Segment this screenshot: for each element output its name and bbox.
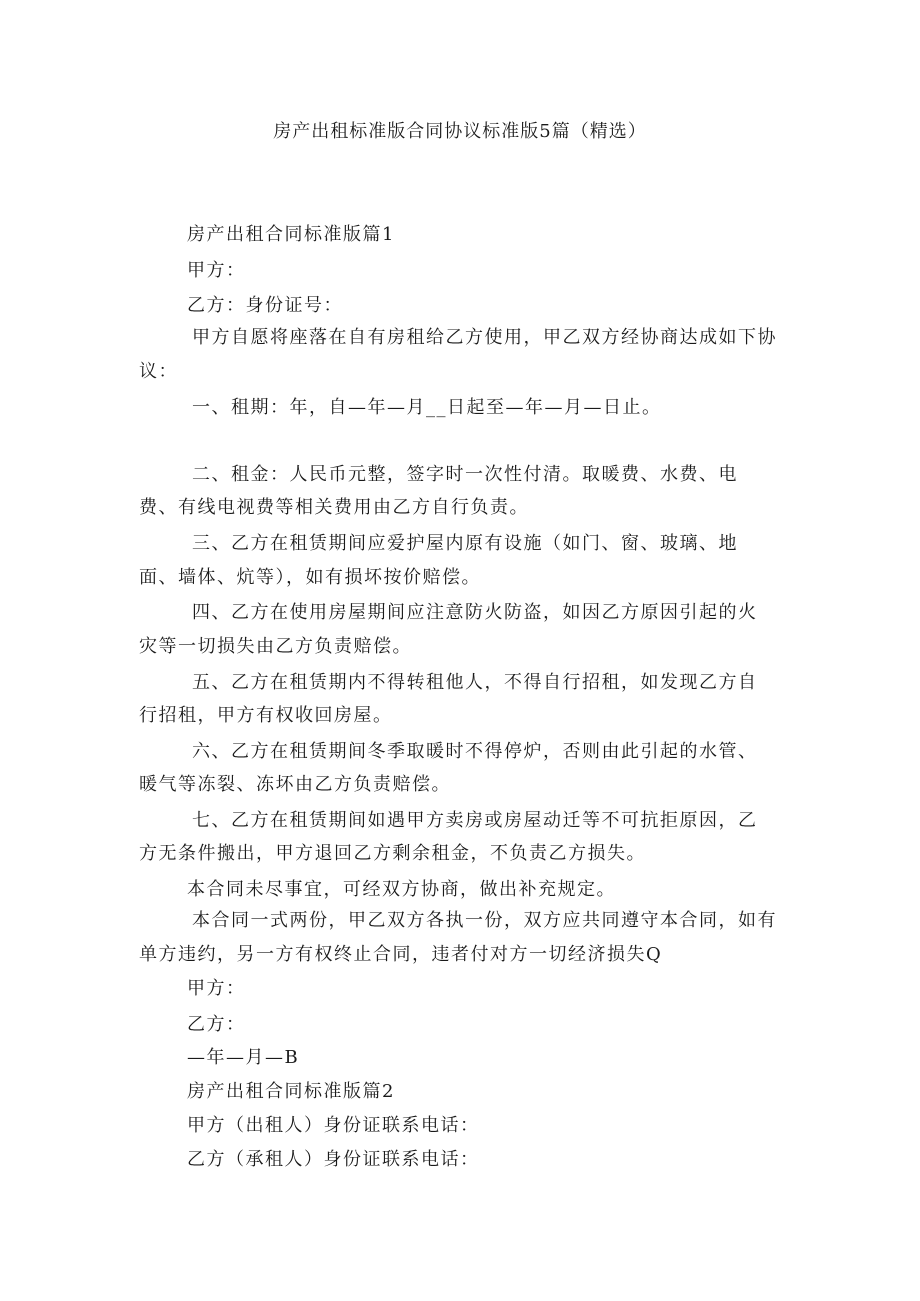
clause-7-line-1: 七、乙方在租赁期间如遇甲方卖房或房屋动迁等不可抗拒原因，乙 — [192, 810, 758, 831]
clause-7-line-2: 方无条件搬出，甲方退回乙方剩余租金，不负责乙方损失。 — [139, 843, 646, 864]
party-b-id-label: 乙方：身份证号： — [187, 295, 343, 316]
section-heading-2: 房产出租合同标准版篇2 — [187, 1081, 395, 1102]
clause-4-line-2: 灾等一切损失由乙方负责赔偿。 — [139, 636, 412, 657]
clause-5-line-2: 行招租，甲方有权收回房屋。 — [139, 705, 393, 726]
copies-clause-line-2: 单方违约，另一方有权终止合同，违者付对方一切经济损失Q — [139, 944, 663, 965]
intro-paragraph-line-2: 议： — [139, 361, 178, 382]
clause-6-line-1: 六、乙方在租赁期间冬季取暖时不得停炉，否则由此引起的水管、 — [192, 741, 758, 762]
clause-3-line-2: 面、墙体、炕等），如有损坏按价赔偿。 — [139, 567, 481, 588]
clause-4-line-1: 四、乙方在使用房屋期间应注意防火防盗，如因乙方原因引起的火 — [192, 602, 758, 623]
clause-3-line-1: 三、乙方在租赁期间应爱护屋内原有设施（如门、窗、玻璃、地 — [192, 533, 738, 554]
copies-clause-line-1: 本合同一式两份，甲乙双方各执一份，双方应共同遵守本合同，如有 — [192, 910, 777, 931]
lessee-info: 乙方（承租人）身份证联系电话： — [187, 1149, 480, 1170]
clause-2-line-1: 二、租金：人民币元整，签字时一次性付清。取暖费、水费、电 — [192, 464, 738, 485]
document-title: 房产出租标准版合同协议标准版5篇（精选） — [273, 121, 647, 142]
clause-2-line-2: 费、有线电视费等相关费用由乙方自行负责。 — [139, 497, 529, 518]
lessor-info: 甲方（出租人）身份证联系电话： — [187, 1115, 480, 1136]
section-heading-1: 房产出租合同标准版篇1 — [187, 224, 395, 245]
supplement-clause: 本合同未尽事宜，可经双方协商，做出补充规定。 — [187, 879, 616, 900]
clause-6-line-2: 暖气等冻裂、冻坏由乙方负责赔偿。 — [139, 774, 451, 795]
party-a-label: 甲方： — [187, 260, 246, 281]
clause-5-line-1: 五、乙方在租赁期内不得转租他人，不得自行招租，如发现乙方自 — [192, 672, 758, 693]
clause-1: 一、租期：年，自—年—月__日起至—年—月—日止。 — [192, 397, 662, 418]
signature-party-b: 乙方： — [187, 1014, 246, 1035]
signature-party-a: 甲方： — [187, 978, 246, 999]
intro-paragraph-line-1: 甲方自愿将座落在自有房租给乙方使用，甲乙双方经协商达成如下协 — [192, 327, 777, 348]
signature-date: —年—月—B — [187, 1047, 300, 1068]
